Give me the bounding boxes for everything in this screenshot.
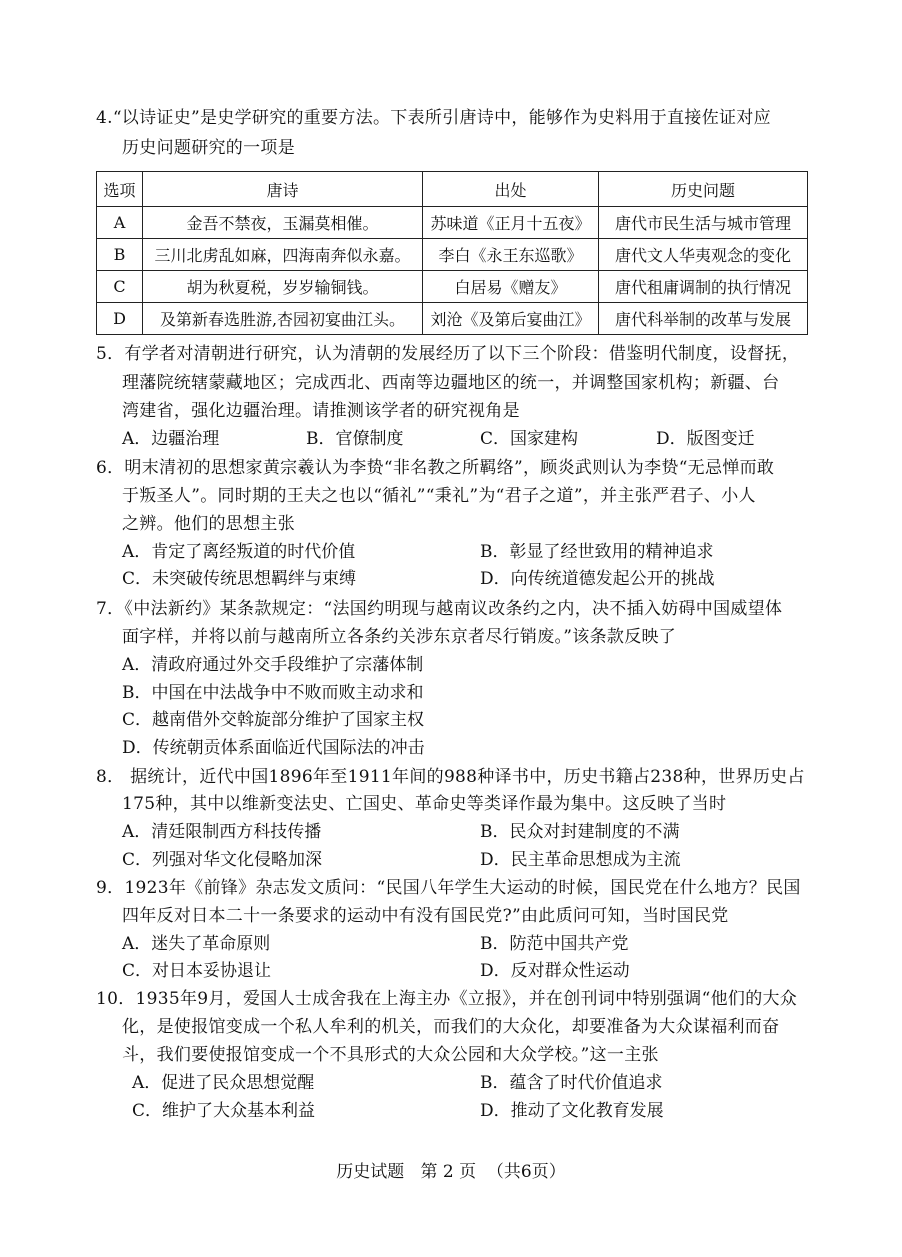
q7-option-a: A．清政府通过外交手段维护了宗藩体制 (122, 655, 424, 675)
q6-option-a: A．肯定了离经叛道的时代价值 (122, 542, 356, 562)
q4-stem-line-1: 4.“以诗证史”是史学研究的重要方法。下表所引唐诗中，能够作为史料用于直接佐证对应 (96, 108, 771, 128)
q7-stem-line-1: 7．《中法新约》某条款规定：“法国约明现与越南议改条约之内，决不插入妨碍中国威望体 (96, 599, 783, 619)
q7-stem-line-2: 面字样，并将以前与越南所立各条约关涉东京者尽行销废。”该条款反映了 (122, 627, 677, 647)
row-option: A (97, 207, 143, 239)
q6-stem-line-1: 6．明末清初的思想家黄宗羲认为李贽“非名教之所羁络”，顾炎武则认为李贽“无忌惮而敢 (96, 458, 775, 478)
header-source: 出处 (423, 172, 599, 207)
q9-option-c: C．对日本妥协退让 (122, 961, 272, 981)
q10-option-b: B．蕴含了时代价值追求 (480, 1073, 663, 1093)
row-option: D (97, 303, 143, 335)
row-poem: 及第新春选胜游,杏园初宴曲江头。 (143, 303, 423, 335)
q5-stem-line-3: 湾建省，强化边疆治理。请推测该学者的研究视角是 (122, 401, 520, 421)
q5-stem-line-1: 5．有学者对清朝进行研究，认为清朝的发展经历了以下三个阶段：借鉴明代制度，设督抚， (96, 344, 800, 364)
q5-option-a: A．边疆治理 (122, 429, 220, 449)
q8-option-d: D．民主革命思想成为主流 (480, 850, 681, 870)
q5-option-c: C．国家建构 (480, 429, 579, 449)
q10-option-c: C．维护了大众基本利益 (132, 1101, 316, 1121)
row-source: 苏味道《正月十五夜》 (423, 207, 599, 239)
q9-option-d: D．反对群众性运动 (480, 961, 630, 981)
q6-stem-line-3: 之辨。他们的思想主张 (122, 514, 295, 534)
page-footer: 历史试题 第 2 页 （共6页） (336, 1162, 566, 1182)
q7-option-d: D．传统朝贡体系面临近代国际法的冲击 (122, 738, 425, 758)
q6-option-b: B．彰显了经世致用的精神追求 (480, 542, 714, 562)
row-option: C (97, 271, 143, 303)
q9-stem-line-2: 四年反对日本二十一条要求的运动中有没有国民党?”由此质问可知，当时国民党 (122, 906, 729, 926)
q7-option-b: B．中国在中法战争中不败而败主动求和 (122, 683, 424, 703)
header-issue: 历史问题 (599, 172, 808, 207)
row-issue: 唐代租庸调制的执行情况 (599, 271, 808, 303)
q10-stem-line-3: 斗，我们要使报馆变成一个不具形式的大众公园和大众学校。”这一主张 (122, 1045, 659, 1065)
q8-stem-line-2: 175种，其中以维新变法史、亡国史、革命史等类译作最为集中。这反映了当时 (122, 794, 727, 814)
row-poem: 三川北虏乱如麻，四海南奔似永嘉。 (143, 239, 423, 271)
q9-option-a: A．迷失了革命原则 (122, 934, 271, 954)
q10-stem-line-2: 化，是使报馆变成一个私人牟利的机关，而我们的大众化，却要准备为大众谋福利而奋 (122, 1017, 780, 1037)
row-source: 白居易《赠友》 (423, 271, 599, 303)
q8-option-b: B．民众对封建制度的不满 (480, 822, 680, 842)
row-poem: 金吾不禁夜，玉漏莫相催。 (143, 207, 423, 239)
q10-option-a: A．促进了民众思想觉醒 (132, 1073, 315, 1093)
q9-stem-line-1: 9．1923年《前锋》杂志发文质问：“民国八年学生大运动的时候，国民党在什么地方？民国 (96, 878, 801, 898)
table-row (97, 271, 808, 303)
header-option: 选项 (97, 172, 143, 207)
row-issue: 唐代文人华夷观念的变化 (599, 239, 808, 271)
q8-option-c: C．列强对华文化侵略加深 (122, 850, 323, 870)
row-issue: 唐代科举制的改革与发展 (599, 303, 808, 335)
table-header-row (97, 172, 808, 207)
q8-stem-line-1: 8． 据统计，近代中国1896年至1911年间的988种译书中，历史书籍占238种，世界历史占 (96, 767, 805, 787)
row-source: 李白《永王东巡歌》 (423, 239, 599, 271)
q4-poem-table (96, 171, 808, 335)
table-row (97, 303, 808, 335)
q6-option-d: D．向传统道德发起公开的挑战 (480, 569, 715, 589)
q8-option-a: A．清廷限制西方科技传播 (122, 822, 322, 842)
row-issue: 唐代市民生活与城市管理 (599, 207, 808, 239)
q5-option-d: D．版图变迁 (656, 429, 755, 449)
q5-stem-line-2: 理藩院统辖蒙藏地区；完成西北、西南等边疆地区的统一，并调整国家机构；新疆、台 (122, 373, 780, 393)
header-poem: 唐诗 (143, 172, 423, 207)
q4-stem-line-2: 历史问题研究的一项是 (122, 138, 295, 158)
table-row (97, 239, 808, 271)
q10-option-d: D．推动了文化教育发展 (480, 1101, 664, 1121)
row-poem: 胡为秋夏税，岁岁输铜钱。 (143, 271, 423, 303)
q6-option-c: C．未突破传统思想羁绊与束缚 (122, 569, 357, 589)
q7-option-c: C．越南借外交斡旋部分维护了国家主权 (122, 710, 425, 730)
table-row (97, 207, 808, 239)
q10-stem-line-1: 10．1935年9月，爱国人士成舍我在上海主办《立报》，并在创刊词中特别强调“他们的大众 (96, 989, 798, 1009)
q6-stem-line-2: 于叛圣人”。同时期的王夫之也以“循礼”“秉礼”为“君子之道”，并主张严君子、小人 (122, 486, 756, 506)
row-source: 刘沧《及第后宴曲江》 (423, 303, 599, 335)
q5-option-b: B．官僚制度 (306, 429, 404, 449)
row-option: B (97, 239, 143, 271)
q9-option-b: B．防范中国共产党 (480, 934, 629, 954)
